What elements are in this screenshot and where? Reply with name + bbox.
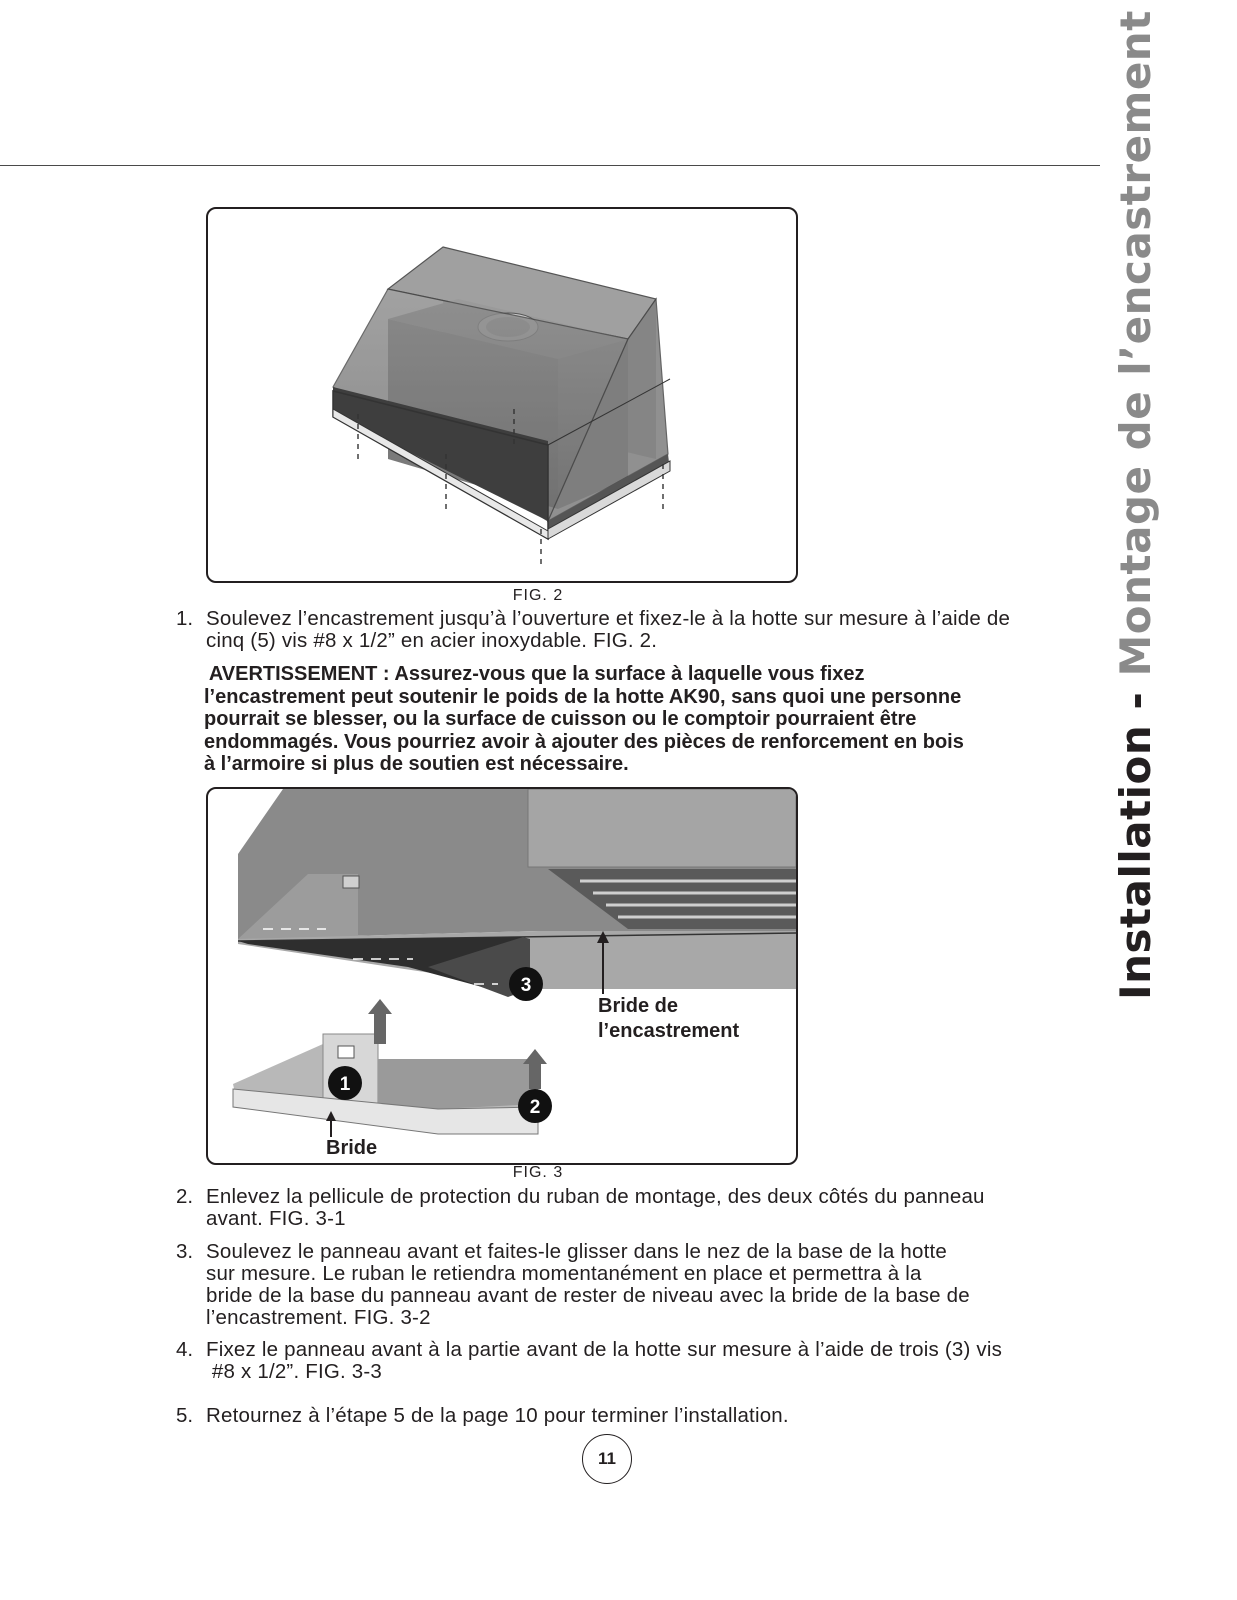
step-badge-2 bbox=[518, 1089, 552, 1123]
header-rule bbox=[0, 165, 1100, 166]
page-number: 11 bbox=[582, 1434, 632, 1484]
badge-2-text: 2 bbox=[529, 1097, 541, 1118]
warning-line: endommagés. Vous pourriez avoir à ajouter des pièces de renforcement en bois bbox=[204, 730, 964, 753]
warning-line: l’encastrement peut soutenir le poids de la hotte AK90, sans quoi une personne bbox=[204, 685, 962, 708]
step-number: 5. bbox=[176, 1404, 194, 1427]
figure-3-illustration bbox=[206, 787, 798, 1165]
step-text-line: Soulevez l’encastrement jusqu’à l’ouverture et fixez-le à la hotte sur mesure à l’aide de bbox=[206, 607, 1011, 630]
insert-flange-label-line: l’encastrement bbox=[598, 1020, 740, 1042]
step-number: 3. bbox=[176, 1240, 194, 1263]
step-text-line: l’encastrement. FIG. 3-2 bbox=[206, 1306, 431, 1329]
step-number: 4. bbox=[176, 1338, 194, 1361]
step-3 bbox=[176, 1241, 1076, 1329]
step-text-line: Enlevez la pellicule de protection du ruban de montage, des deux côtés du panneau bbox=[206, 1185, 985, 1208]
insert-flange-label bbox=[598, 994, 739, 1044]
section-title-sub: Montage de l’encastrement bbox=[1111, 10, 1160, 677]
step-text-line: Soulevez le panneau avant et faites-le glisser dans le nez de la base de la hotte bbox=[206, 1240, 948, 1263]
range-hood-insert-drawing bbox=[208, 209, 796, 581]
warning-line: à l’armoire si plus de soutien est nécessaire. bbox=[204, 753, 629, 775]
badge-1-text: 1 bbox=[339, 1074, 351, 1095]
step-text-line: #8 x 1/2”. FIG. 3-3 bbox=[206, 1360, 383, 1383]
step-text-line: Retournez à l’étape 5 de la page 10 pour terminer l’installation. bbox=[206, 1404, 789, 1427]
figure-2-caption: FIG. 2 bbox=[512, 587, 564, 604]
flange-label: Bride bbox=[326, 1137, 378, 1159]
step-5 bbox=[176, 1405, 1076, 1427]
step-text-line: bride de la base du panneau avant de rester de niveau avec la bride de la base de bbox=[206, 1284, 970, 1307]
step-text-line: cinq (5) vis #8 x 1/2” en acier inoxydable. FIG. 2. bbox=[206, 629, 658, 652]
warning-line: pourrait se blesser, ou la surface de cuisson ou le comptoir pourraient être bbox=[204, 708, 917, 730]
step-2 bbox=[176, 1186, 1076, 1230]
badge-3-text: 3 bbox=[520, 975, 532, 996]
front-panel-mounting-drawing bbox=[208, 789, 796, 1163]
step-text-line: sur mesure. Le ruban le retiendra momentanément en place et permettra à la bbox=[206, 1262, 922, 1285]
step-text-line: avant. FIG. 3-1 bbox=[206, 1207, 346, 1230]
step-text-line: Fixez le panneau avant à la partie avant de la hotte sur mesure à l’aide de trois (3) vis bbox=[206, 1338, 1003, 1361]
figure-2-illustration bbox=[206, 207, 798, 583]
insert-flange-label-line: Bride de bbox=[598, 995, 679, 1017]
step-badge-1 bbox=[328, 1066, 362, 1100]
figure-3-caption: FIG. 3 bbox=[512, 1164, 564, 1181]
step-1 bbox=[176, 608, 1076, 652]
step-badge-3 bbox=[509, 967, 543, 1001]
step-4 bbox=[176, 1339, 1076, 1383]
section-title-main: Installation - bbox=[1111, 691, 1160, 1000]
section-title bbox=[1112, 10, 1160, 1000]
warning-line: AVERTISSEMENT : Assurez-vous que la surface à laquelle vous fixez bbox=[204, 663, 865, 685]
warning-block bbox=[204, 663, 1084, 776]
step-number: 1. bbox=[176, 607, 194, 630]
step-number: 2. bbox=[176, 1185, 194, 1208]
